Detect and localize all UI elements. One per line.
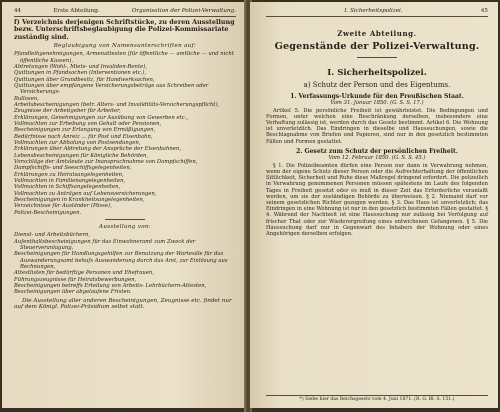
- list-item: Verzeichnisse für Ausländer (Pässe),: [14, 203, 112, 210]
- entry-1-heading: 1. Verfassungs-Urkunde für den Preußischen Staat.: [290, 92, 464, 100]
- left-section-heading: f) Verzeichnis derjenigen Schriftstücke, zu deren Ausstellung bezw. Unterschriftsbeglaubigung die Polizei-Kommissariate zuständig sind.: [14, 18, 235, 41]
- right-running-head: [266, 8, 488, 17]
- list-item: Vollmachten zur Erhebung von Gehalt oder Pensionen,: [14, 121, 162, 127]
- list-item: Quittungen in Pfandsachen (Interventionen etc.),: [14, 70, 147, 77]
- list-item: Bedürfnisse nach Anreiz ... für Post und Eisenbahn,: [14, 133, 153, 140]
- list-item: Vollmachten in Familienangelegenheiten,: [14, 178, 126, 185]
- list-item: Quittungen über empfangene Versicherungsbeträge aus Schreiben oder Versicherungs-: [14, 82, 209, 96]
- list-item: Aufenthaltsbescheinigungen für das Einwohneramt zum Zweck der Steuerveranlagung,: [14, 238, 196, 251]
- right-page: [250, 2, 498, 408]
- list-item: Bullosen,: [14, 95, 39, 102]
- section-subtitle: a) Schutz der Person und des Eigentums.: [303, 80, 451, 89]
- list-item: Vollmachten in Schiffsangelegenheiten,: [14, 184, 121, 191]
- left-item-list-2: [14, 232, 236, 295]
- list-item: Lebensbescheinigungen für Königliche Behörden,: [14, 152, 149, 159]
- left-subheading: Beglaubigung von Namensunterschriften auf:: [53, 43, 197, 50]
- list-item: Erklärungen über Abtretung der Ansprüche der Eisenbahnen,: [14, 146, 182, 153]
- left-closing-text: Die Ausstellung aller anderen Bescheinigungen, Zeugnisse etc. findet nur auf dem Königl. Polizei-Präsidium selbst statt.: [14, 297, 232, 311]
- entry-1-date: Vom 31. Januar 1850. (G. S. S. 17.): [330, 99, 424, 106]
- left-running-head: [14, 8, 236, 17]
- list-item: Vollmachten zu Anträgen auf Lebensversicherungen,: [14, 190, 157, 197]
- list-item: Bescheinigungen für Handlungsgehilfen zur Benutzung der Wartesäle für das Auswanderungsamt behufs Auswanderung durch das Amt, zur Einlösung aus Rechnungen,: [14, 251, 228, 270]
- right-running-head-title: I. Sicherheitspolizei.: [344, 8, 403, 14]
- entry-1-text: Artikel 5. Die persönliche Freiheit ist gewährleistet. Die Bedingungen und Formen, unter welchen eine Beschränkung derselben, insbesondere eine Verhaftung zulässig ist, werden durch das Gesetz bestimmt. Artikel 6. Die Wohnung ist unverletzlich. Das Eindringen in dieselbe und Haussuchungen, sowie die Beschlagnahme von Briefen und Papieren, sind nur in den gesetzlich bestimmten Fällen und Formen gestattet.: [266, 107, 488, 145]
- part-divider: [357, 57, 397, 58]
- list-item: Dienst- und Arbeitsbüchern,: [14, 232, 91, 239]
- list-item: Vollmachten zur Abholung von Postsendungen,: [14, 140, 141, 147]
- entry-2-heading: 2. Gesetz zum Schutz der persönlichen Freiheit.: [296, 147, 458, 155]
- left-running-head-title: Organisation der Polizei-Verwaltung.: [131, 8, 236, 14]
- list-item: Attestlisten für bedürftige Personen und Ehefrauen,: [14, 270, 155, 277]
- list-item: Bescheinigungen in Krankheitsangelegenheiten,: [14, 197, 145, 204]
- left-running-head-label: Erste Abteilung.: [53, 8, 100, 14]
- left-page-number: 44: [14, 8, 22, 14]
- list-item: Zeugnisse der Arbeitgeber für Arbeiter,: [14, 108, 121, 115]
- list-item: Erklärungen, Genehmigungen zur Ausübung von Gewerben etc.,: [14, 114, 189, 121]
- list-item: Abtretungen (Wohl-, Miets- und Invaliden-Rente),: [14, 63, 147, 70]
- list-item: Dampfschiffs- und Seeschiffsgelegenheiten,: [14, 165, 132, 172]
- part-subtitle: Gegenstände der Polizei-Verwaltung.: [274, 40, 480, 52]
- left-divider: [105, 219, 145, 220]
- list-item: Quittungen über Grundbesitz, für Handwerksachen,: [14, 76, 155, 83]
- list-item: Bescheinigungen über abgelaufene Fristen.: [14, 289, 132, 296]
- list-item: Polizei-Bescheinigungen.: [14, 209, 82, 216]
- entry-2-text: § 1. Die Polizeibeamten dürfen eine Person nur dann in Verwahrung nehmen, wenn der eigene Schutz dieser Person oder die Aufrechterhaltung der öffentlichen Sittlichkeit, Sicherheit und Ruhe diese Maßregel dringend erfordert. Die polizeilich in Verwahrung genommenen Personen müssen spätestens im Laufe des folgenden Tages in Freiheit gesetzt oder es muß in dieser Zeit das Erforderliche veranlaßt werden, um sie der zuständigen Behörde zu überweisen. § 2. Niemand darf vor seinem gesetzlichen Richter gezogen werden. § 3. Das Haus ist unverletzlich; das Eindringen in eine Wohnung ist nur in den gesetzlich bestimmten Fällen gestattet. § 4. Während der Nachtzeit ist eine Haussuchung nur zulässig bei Verfolgung auf frischer That oder zur Wiederergreifung eines entwichenen Gefangenen. § 5. Die Haussuchung darf nur in Gegenwart des Inhabers der Wohnung oder eines Angehörigen derselben erfolgen.: [266, 162, 488, 237]
- right-page-content: [266, 8, 488, 404]
- left-page: [2, 2, 246, 408]
- part-title: Zweite Abteilung.: [337, 28, 417, 38]
- footnote: *) Siehe hier das Reichsgesetz vom 4. Juni 1871. (R. G. Bl. S. 151.): [266, 395, 488, 403]
- entry-2-date: Vom 12. Februar 1850. (G. S. S. 45.): [328, 154, 426, 161]
- list-item: Erklärungen zu Heiratsangelegenheiten,: [14, 171, 124, 178]
- list-item: Vorschläge der Amtsleute zur Inanspruchnahme von Dampfschiffen,: [14, 159, 198, 166]
- left-item-list: [14, 51, 236, 216]
- left-page-content: [14, 8, 236, 404]
- list-item: Bescheinigungen betreffs Erteilung von Arbeits- Lehrbüchern-Attesten,: [14, 282, 207, 289]
- list-item: Bescheinigungen zur Erlangung von Ermäßigungen,: [14, 127, 156, 134]
- right-page-number: 45: [480, 8, 488, 14]
- list-item: Führungszeugnisse für Heiratsbewerbungen,: [14, 276, 137, 283]
- section-title: I. Sicherheitspolizei.: [327, 67, 427, 78]
- list-item: Arbeitsbescheinigungen (betr. Alters- und Invaliditäts-Versicherungspflicht),: [14, 101, 220, 108]
- left-subheading-2: Ausstellung von:: [99, 224, 151, 231]
- list-item: Pfandleihgenehmigungen, Armenattesten (für öffentliche — amtliche — und nicht öffentliche Kassen),: [14, 51, 234, 64]
